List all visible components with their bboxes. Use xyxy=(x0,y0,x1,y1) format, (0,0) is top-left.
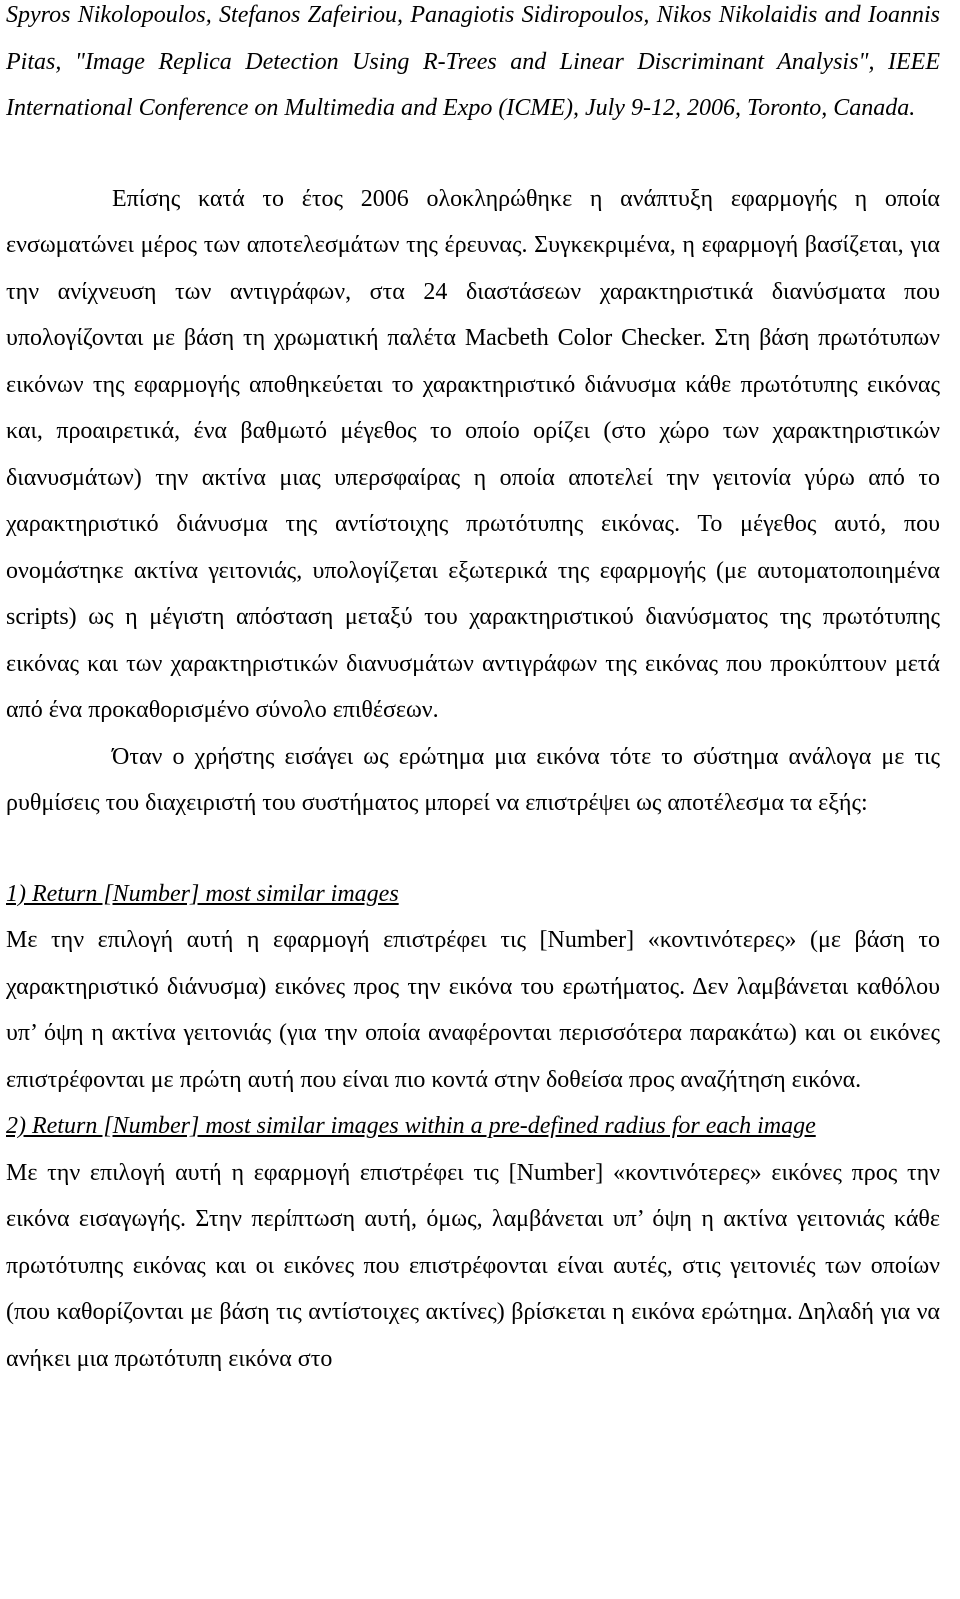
page-bottom-spacer xyxy=(6,1382,940,1383)
option-2-heading: 2) Return [Number] most similar images within a pre-defined radius for each image xyxy=(6,1113,816,1139)
option-1-description: Με την επιλογή αυτή η εφαρμογή επιστρέφει τις [Number] «κοντινότερες» (με βάση το χαρακτηριστικό διάνυσμα) εικόνες προς την εικόνα του ερωτήματος. Δεν λαμβάνεται καθόλου υπ’ όψη η ακτίνα γειτονιάς (για την οποία αναφέρονται περισσότερα παρακάτω) και οι εικόνες επιστρέφονται με πρώτη αυτή που είναι πιο κοντά στην δοθείσα προς αναζήτηση εικόνα. xyxy=(6,927,940,1093)
reference-citation: Spyros Nikolopoulos, Stefanos Zafeiriou, Panagiotis Sidiropoulos, Nikos Nikolaidis and Ioannis Pitas, "Image Replica Detection Using R-Trees and Linear Discriminant Analysis", IEEE International Conference on Multimedia and Expo (ICME), July 9-12, 2006, Toronto, Canada. xyxy=(6,2,940,121)
option-2-description: Με την επιλογή αυτή η εφαρμογή επιστρέφει τις [Number] «κοντινότερες» εικόνες προς την εικόνα εισαγωγής. Στην περίπτωση αυτή, όμως, λαμβάνεται υπ’ όψη η ακτίνα γειτονιάς κάθε πρωτότυπης εικόνας και οι εικόνες που επιστρέφονται είναι αυτές, στις γειτονιές των οποίων (που καθορίζονται με βάση τις αντίστοιχες ακτίνες) βρίσκεται η εικόνα ερώτημα. Δηλαδή για να ανήκει μια πρωτότυπη εικόνα στο xyxy=(6,1159,940,1372)
query-behavior-paragraph: Όταν ο χρήστης εισάγει ως ερώτημα μια εικόνα τότε το σύστημα ανάλογα με τις ρυθμίσεις του διαχειριστή του συστήματος μπορεί να επιστρέψει ως αποτέλεσμα τα εξής: xyxy=(6,743,940,816)
application-description-paragraph: Επίσης κατά το έτος 2006 ολοκληρώθηκε η ανάπτυξη εφαρμογής η οποία ενσωματώνει μέρος των αποτελεσμάτων της έρευνας. Συγκεκριμένα, η εφαρμογή βασίζεται, για την ανίχνευση των αντιγράφων, στα 24 διαστάσεων χαρακτηριστικά διανύσματα που υπολογίζονται με βάση τη χρωματική παλέτα Macbeth Color Checker. Στη βάση πρωτότυπων εικόνων της εφαρμογής αποθηκεύεται το χαρακτηριστικό διάνυσμα κάθε πρωτότυπης εικόνας και, προαιρετικά, ένα βαθμωτό μέγεθος το οποίο ορίζει (στο χώρο των χαρακτηριστικών διανυσμάτων) την ακτίνα μιας υπερσφαίρας η οποία αποτελεί την γειτονία γύρω από το χαρακτηριστικό διάνυσμα της αντίστοιχης πρωτότυπης εικόνας. Το μέγεθος αυτό, που ονομάστηκε ακτίνα γειτονιάς, υπολογίζεται εξωτερικά της εφαρμογής (με αυτοματοποιημένα scripts) ως η μέγιστη απόσταση μεταξύ του χαρακτηριστικού διανύσματος της πρωτότυπης εικόνας και των χαρακτηριστικών διανυσμάτων αντιγράφων της εικόνας που προκύπτουν μετά από ένα προκαθορισμένο σύνολο επιθέσεων. xyxy=(6,185,940,723)
option-1-heading: 1) Return [Number] most similar images xyxy=(6,880,399,907)
